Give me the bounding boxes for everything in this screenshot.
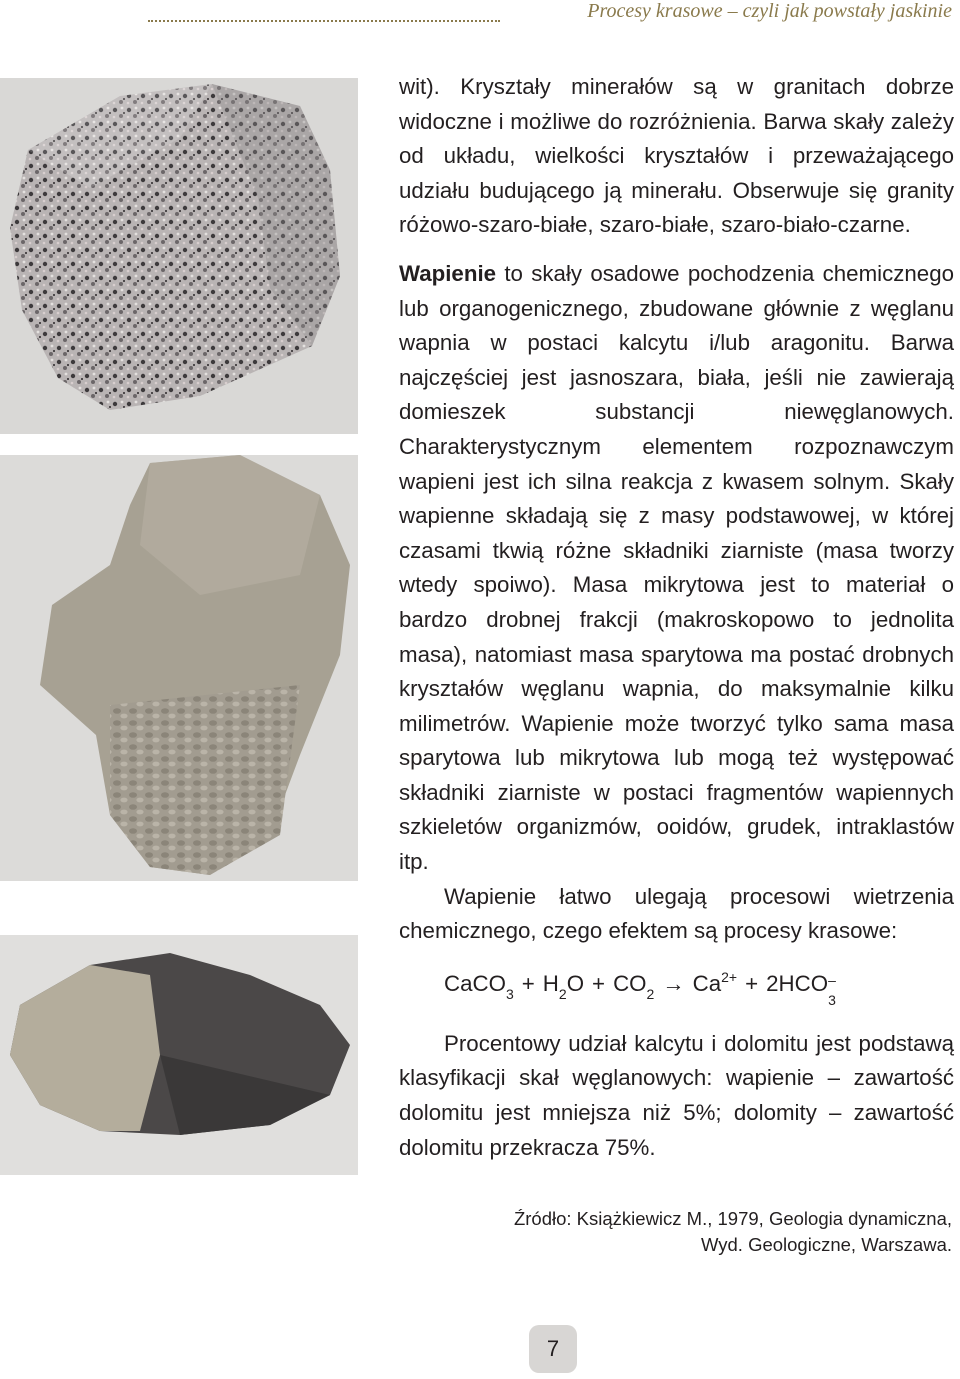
formula-superscript: –	[828, 971, 836, 988]
formula-term: Ca	[692, 970, 722, 996]
paragraph-classification: Procentowy udział kalcytu i dolomitu jest podstawą klasyfikacji skał węglanowych: wapienie – zawartość dolomitu jest mniejsza niż 5%; dolomity – zawartość dolomitu przekracza 75%.	[399, 1030, 954, 1160]
paragraph-limestone	[399, 257, 954, 880]
limestone-rock-photo	[0, 455, 358, 881]
formula-plus: +	[592, 970, 606, 996]
formula-term: CaCO	[444, 970, 506, 996]
body-text-column	[399, 70, 954, 1165]
formula-subscript: 2	[558, 985, 567, 1002]
formula-term: O	[566, 970, 585, 996]
formula-term: 2HCO	[766, 970, 829, 996]
formula-plus: +	[521, 970, 535, 996]
source-line-1: Źródło: Książkiewicz M., 1979, Geologia dynamiczna,	[513, 1208, 952, 1229]
source-line-2: Wyd. Geologiczne, Warszawa.	[700, 1234, 952, 1255]
page-number-badge: 7	[529, 1325, 577, 1373]
formula-subscript: 3	[505, 985, 514, 1002]
reaction-arrow-icon: →	[662, 970, 685, 996]
header-dotted-rule	[148, 20, 500, 22]
formula-superscript: 2+	[721, 968, 738, 985]
source-citation	[432, 1206, 952, 1258]
chemical-equation	[444, 967, 954, 1011]
formula-plus: +	[745, 970, 759, 996]
granite-rock-photo	[0, 78, 358, 434]
paragraph-limestone-text: to skały osadowe pochodzenia chemicznego lub organogenicznego, zbudowane głównie z węglanu wapnia w postaci kalcytu i/lub aragonitu. Barwa najczęściej jest jasnoszara, biała, jeśli nie zawierają domieszek substancji niewęglanowych. Charakterystycznym elementem rozpoznawczym wapieni jest ich silna reakcja z kwasem solnym. Skały wapienne składają się z masy podstawowej, w której czasami tkwią różne składniki ziarniste (masa tworzy wtedy spoiwo). Masa mikrytowa jest to materiał o bardzo drobnej frakcji (makroskopowo to jednolita masa), natomiast masa sparytowa ma postać drobnych kryształów węglanu wapnia, do maksymalnie kilku milimetrów. Wapienie może tworzyć tylko sama masa sparytowa lub mikrytowa lub mogą też występować składniki ziarniste w postaci fragmentów wapiennych szkieletów organizmów, ooidów, grudek, intraklastów itp.	[399, 260, 954, 875]
term-limestone: Wapienie	[399, 260, 497, 286]
paragraph-weathering: Wapienie łatwo ulegają procesowi wietrzenia chemicznego, czego efektem są procesy krasowe:	[399, 883, 954, 944]
formula-subscript: 3	[828, 991, 836, 1008]
formula-term: CO	[613, 970, 647, 996]
dark-rock-photo	[0, 935, 358, 1175]
formula-term: H	[542, 970, 559, 996]
running-header-title: Procesy krasowe – czyli jak powstały jaskinie	[587, 0, 952, 22]
paragraph-granite-end: wit). Kryształy minerałów są w granitach dobrze widoczne i możliwe do rozróżnienia. Barwa skały zależy od układu, wielkości kryształów i przeważającego udziału budującego ją minerału. Obserwuje się granity różowo-szaro-białe, szaro-białe, szaro-biało-czarne.	[399, 74, 954, 238]
formula-subscript: 2	[646, 985, 655, 1002]
